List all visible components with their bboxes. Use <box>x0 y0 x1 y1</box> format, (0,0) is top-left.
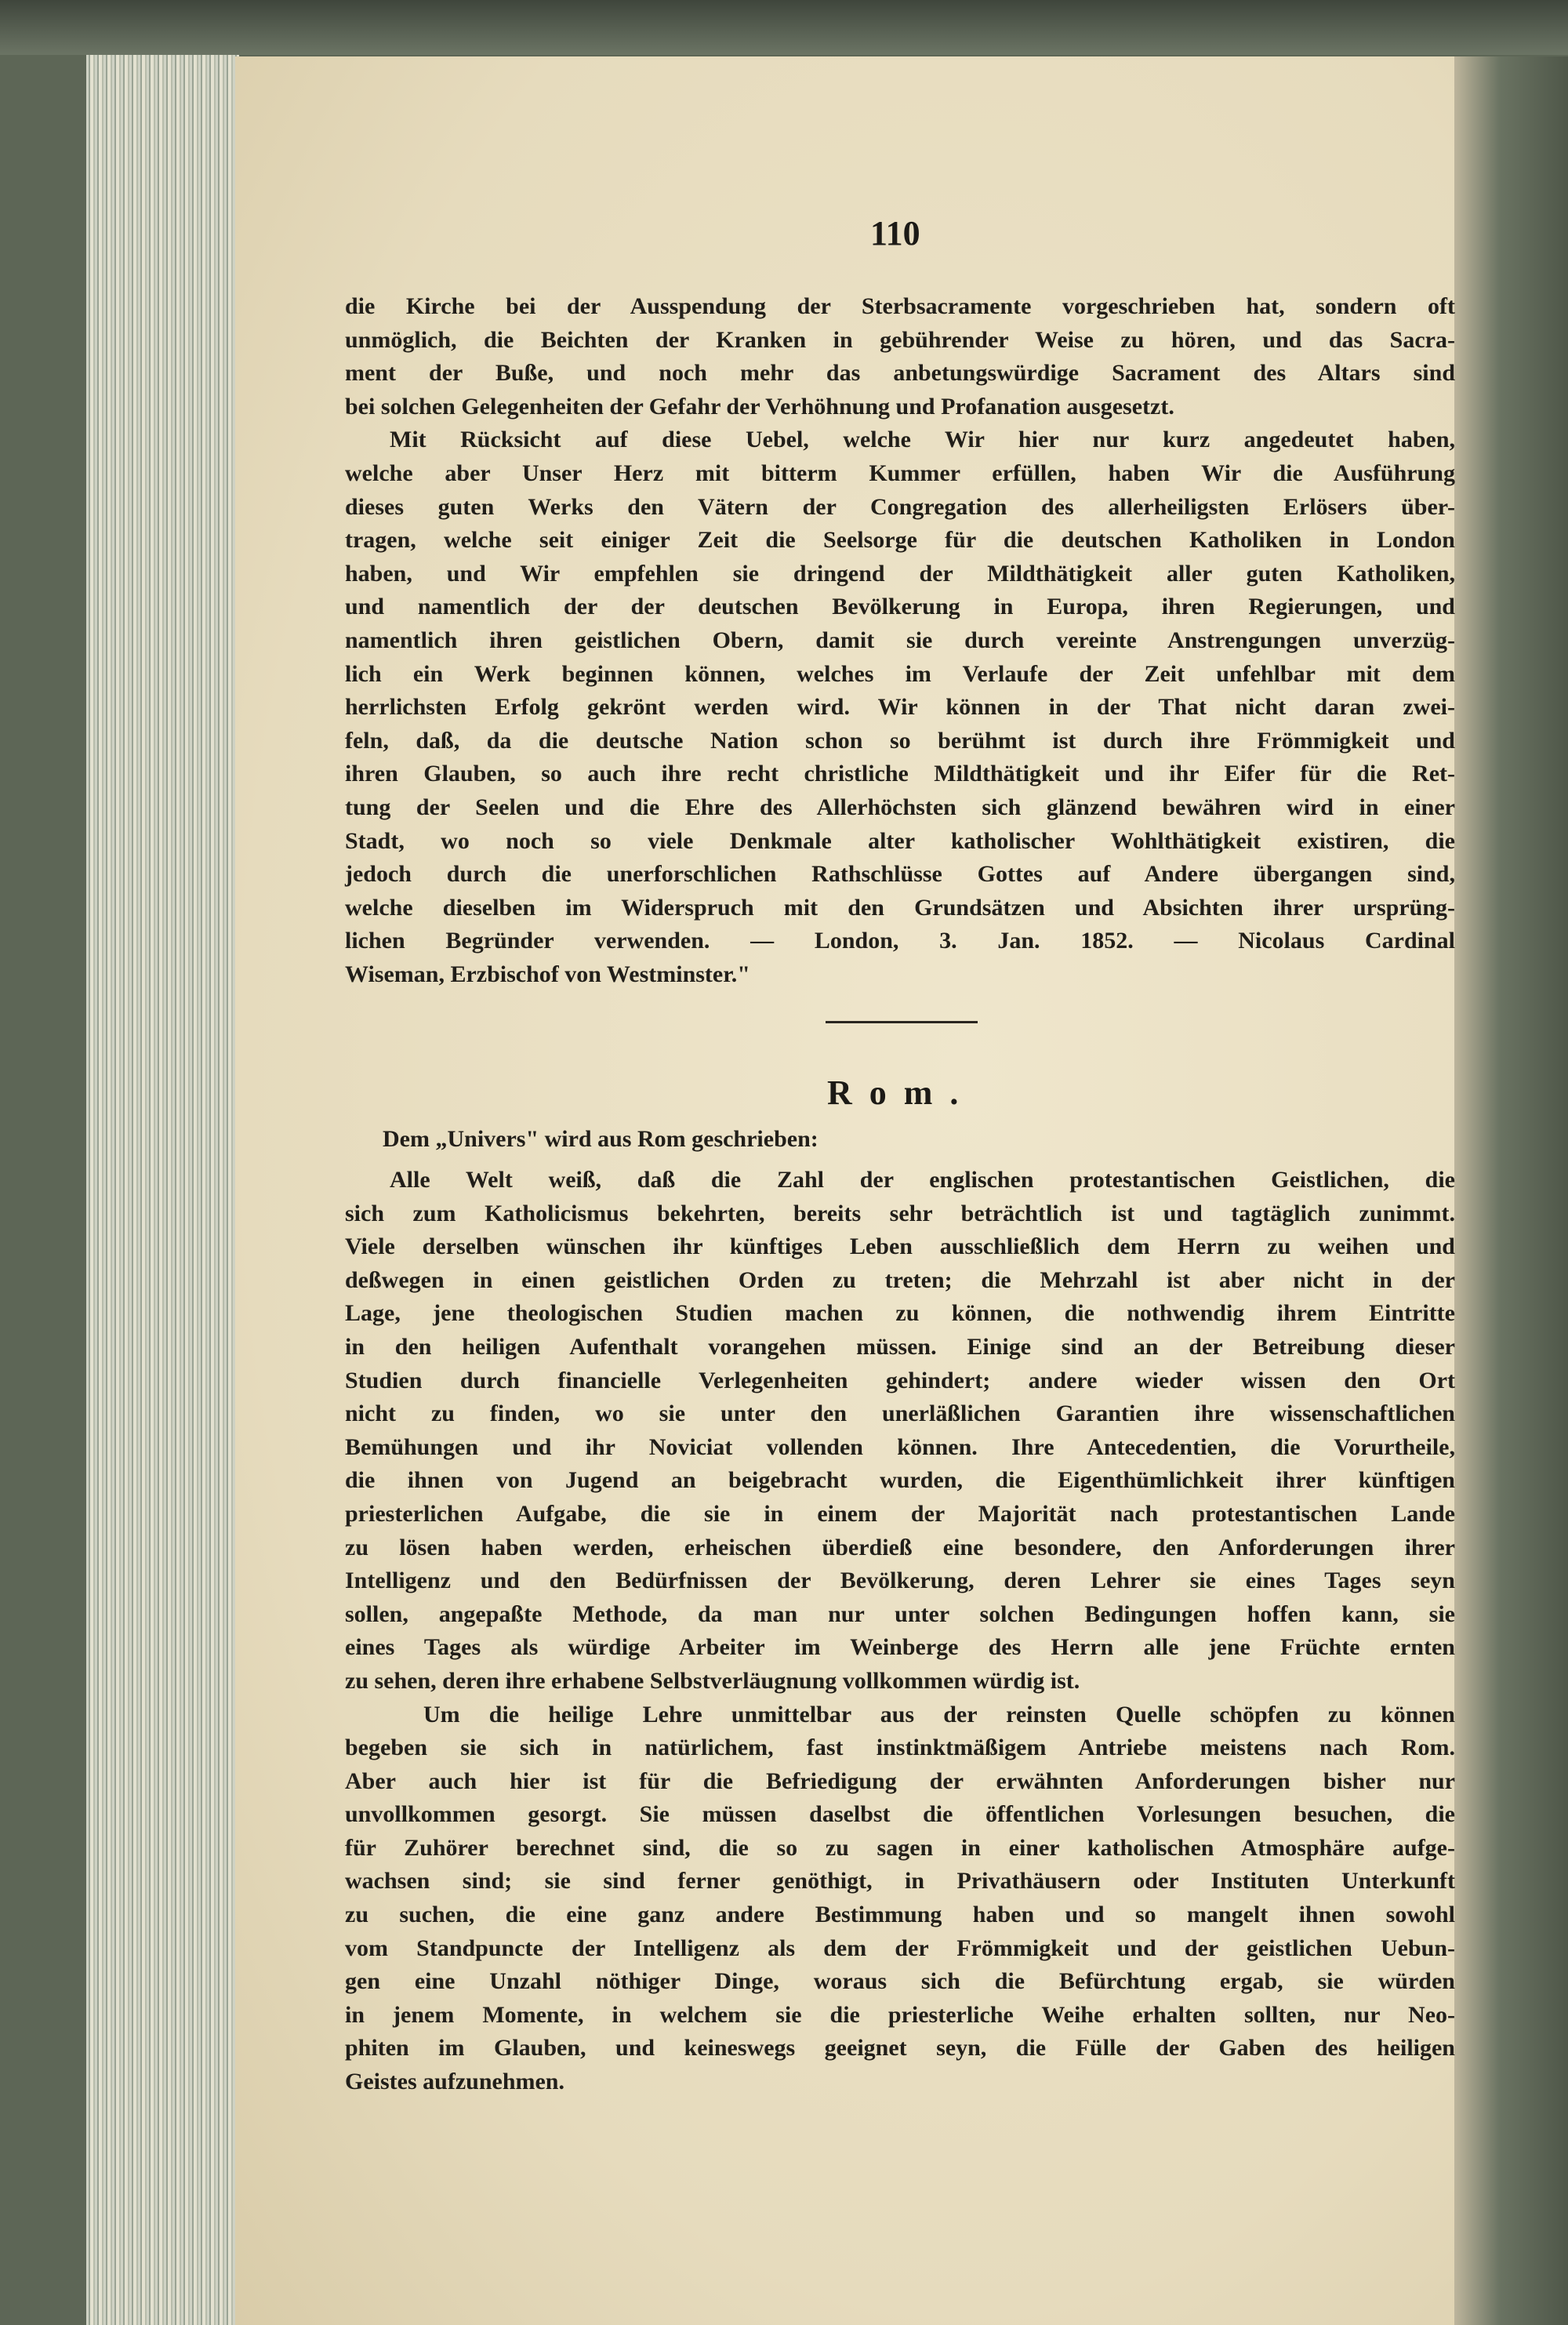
scan-margin <box>1454 56 1568 2325</box>
text-line: lichen Begründer verwenden. — London, 3. Jan. 1852. — Nicolaus Cardinal <box>345 928 1455 954</box>
text-line: herrlichsten Erfolg gekrönt werden wird. Wir können in der That nicht daran zwei- <box>345 694 1455 721</box>
text-line: wachsen sind; sie sind ferner genöthigt, in Privathäusern oder Instituten Unterkunft <box>345 1868 1455 1895</box>
text-line: Lage, jene theologischen Studien machen zu können, die nothwendig ihrem Eintritte <box>345 1300 1455 1327</box>
text-line: die ihnen von Jugend an beigebracht wurden, die Eigenthümlichkeit ihrer künftigen <box>345 1467 1455 1494</box>
text-line: deßwegen in einen geistlichen Orden zu treten; die Mehrzahl ist aber nicht in der <box>345 1266 1455 1293</box>
text-line: Geistes aufzunehmen. <box>345 2069 564 2095</box>
text-line: bei solchen Gelegenheiten der Gefahr der Verhöhnung und Profanation ausgesetzt. <box>345 393 1174 420</box>
text-line: in den heiligen Aufenthalt vorangehen müssen. Einige sind an der Betreibung dieser <box>345 1333 1455 1360</box>
page-number: 110 <box>870 214 920 252</box>
scan-background <box>0 0 1568 55</box>
text-line: zu suchen, die eine ganz andere Bestimmung haben und so mangelt ihnen sowohl <box>345 1902 1455 1928</box>
text-line: Mit Rücksicht auf diese Uebel, welche Wir hier nur kurz angedeutet haben, <box>390 427 1455 453</box>
text-line: namentlich ihren geistlichen Obern, damit sie durch vereinte Anstrengungen unverzüg- <box>345 627 1455 653</box>
rome-report-text <box>345 1164 1455 2099</box>
text-line: Bemühungen und ihr Noviciat vollenden können. Ihre Antecedentien, die Vorurtheile, <box>345 1433 1455 1460</box>
text-line: gen eine Unzahl nöthiger Dinge, woraus sich die Befürchtung ergab, sie würden <box>345 1968 1455 1995</box>
text-line: Um die heilige Lehre unmittelbar aus der reinsten Quelle schöpfen zu können <box>423 1701 1455 1727</box>
text-line: unmöglich, die Beichten der Kranken in gebührender Weise zu hören, und das Sacra- <box>345 326 1455 353</box>
text-line: für Zuhörer berechnet sind, die so zu sagen in einer katholischen Atmosphäre aufge- <box>345 1834 1455 1861</box>
text-line: ihren Glauben, so auch ihre recht christliche Mildthätigkeit und ihr Eifer für die Ret- <box>345 761 1455 787</box>
text-line: Intelligenz und den Bedürfnissen der Bevölkerung, deren Lehrer sie eines Tages seyn <box>345 1568 1455 1594</box>
text-line: unvollkommen gesorgt. Sie müssen daselbst die öffentlichen Vorlesungen besuchen, die <box>345 1801 1455 1828</box>
text-line: Alle Welt weiß, daß die Zahl der englischen protestantischen Geistlichen, die <box>390 1167 1455 1193</box>
text-line: in jenem Momente, in welchem sie die priesterliche Weihe erhalten sollten, nur Neo- <box>345 2001 1455 2028</box>
text-line: welche dieselben im Widerspruch mit den Grundsätzen und Absichten ihrer ursprüng- <box>345 894 1455 921</box>
text-line: sich zum Katholicismus bekehrten, bereits sehr beträchtlich ist und tagtäglich zunimmt. <box>345 1200 1455 1226</box>
text-line: vom Standpuncte der Intelligenz als dem der Frömmigkeit und der geistlichen Uebun- <box>345 1934 1455 1961</box>
text-line: dieses guten Werks den Vätern der Congregation des allerheiligsten Erlösers über- <box>345 493 1455 520</box>
section-intro: Dem „Univers" wird aus Rom geschrieben: <box>383 1126 818 1152</box>
text-line: sollen, angepaßte Methode, da man nur unter solchen Bedingungen hoffen kann, sie <box>345 1600 1455 1627</box>
text-line: nicht zu finden, wo sie unter den unerläßlichen Garantien ihre wissenschaftlichen <box>345 1400 1455 1427</box>
text-line: lich ein Werk beginnen können, welches im Verlaufe der Zeit unfehlbar mit dem <box>345 660 1455 687</box>
text-line: feln, daß, da die deutsche Nation schon so berühmt ist durch ihre Frömmigkeit und <box>345 727 1455 754</box>
text-line: Viele derselben wünschen ihr künftiges Leben ausschließlich dem Herrn zu weihen und <box>345 1233 1455 1260</box>
text-line: welche aber Unser Herz mit bitterm Kummer erfüllen, haben Wir die Ausführung <box>345 460 1455 486</box>
letter-text <box>345 290 1455 991</box>
text-line: die Kirche bei der Ausspendung der Sterbsacramente vorgeschrieben hat, sondern oft <box>345 293 1455 319</box>
text-line: und namentlich der der deutschen Bevölkerung in Europa, ihren Regierungen, und <box>345 594 1455 620</box>
text-line: zu lösen haben werden, erheischen überdieß eine besondere, den Anforderungen ihrer <box>345 1534 1455 1560</box>
text-line: jedoch durch die unerforschlichen Rathschlüsse Gottes auf Andere übergangen sind, <box>345 861 1455 888</box>
text-line: tragen, welche seit einiger Zeit die Seelsorge für die deutschen Katholiken in London <box>345 527 1455 554</box>
text-line: tung der Seelen und die Ehre des Allerhöchsten sich glänzend bewähren wird in einer <box>345 794 1455 820</box>
text-line: ment der Buße, und noch mehr das anbetungswürdige Sacrament des Altars sind <box>345 360 1455 387</box>
section-divider <box>826 1021 978 1023</box>
text-line: eines Tages als würdige Arbeiter im Weinberge des Herrn alle jene Früchte ernten <box>345 1634 1455 1661</box>
text-line: haben, und Wir empfehlen sie dringend der Mildthätigkeit aller guten Katholiken, <box>345 560 1455 587</box>
page-edges <box>86 55 239 2325</box>
text-line: Studien durch financielle Verlegenheiten gehindert; andere wieder wissen den Ort <box>345 1367 1455 1393</box>
text-line: phiten im Glauben, und keineswegs geeignet seyn, die Fülle der Gaben des heiligen <box>345 2035 1455 2062</box>
section-heading: Rom. <box>827 1073 976 1112</box>
text-line: begeben sie sich in natürlichem, fast instinktmäßigem Antriebe meistens nach Rom. <box>345 1735 1455 1761</box>
text-line: zu sehen, deren ihre erhabene Selbstverläugnung vollkommen würdig ist. <box>345 1667 1080 1694</box>
text-line: priesterlichen Aufgabe, die sie in einem der Majorität nach protestantischen Lande <box>345 1500 1455 1527</box>
text-line: Wiseman, Erzbischof von Westminster." <box>345 961 750 987</box>
text-line: Stadt, wo noch so viele Denkmale alter katholischer Wohlthätigkeit existiren, die <box>345 827 1455 854</box>
text-line: Aber auch hier ist für die Befriedigung der erwähnten Anforderungen bisher nur <box>345 1767 1455 1794</box>
